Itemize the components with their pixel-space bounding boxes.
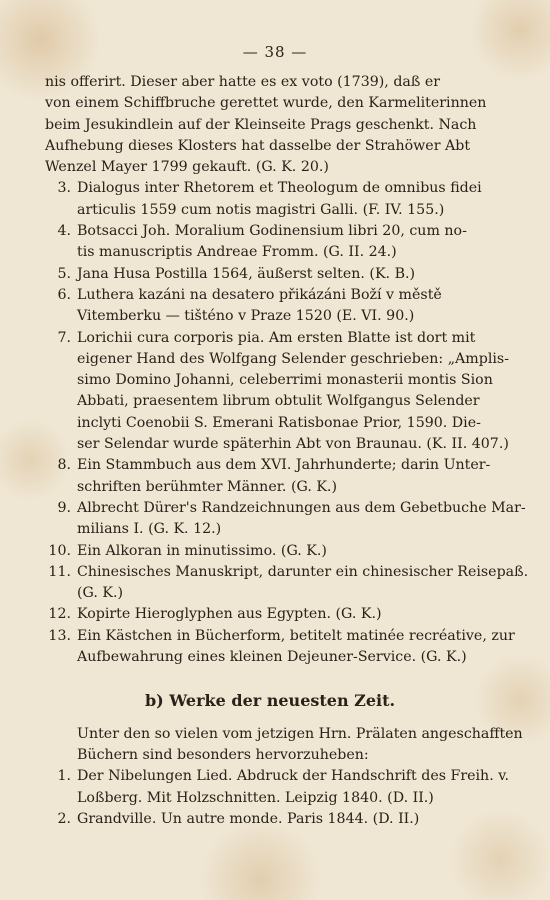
item-text-line: Abbati, praesentem librum obtulit Wolfgangus Selender [77,393,480,410]
text-line: Aufhebung dieses Klosters hat dasselbe der Strahöwer Abt [45,137,471,154]
item-text-line: Albrecht Dürer's Randzeichnungen aus dem Gebetbuche Mar- [77,499,526,516]
item-text-line: (G. K.) [77,585,124,602]
catalog-list-b [45,766,510,830]
item-number: 2. [57,810,71,827]
item-text-line: Jana Husa Postilla 1564, äußerst selten. (K. B.) [77,265,416,282]
item-number: 7. [57,329,71,346]
catalog-item [45,455,491,498]
item-text-line: Ein Kästchen in Bücherform, betitelt matinée recréative, zur [77,627,515,644]
item-text-line: Loßberg. Mit Holzschnitten. Leipzig 1840. (D. II.) [77,789,434,806]
item-number: 8. [57,457,71,474]
item-number: 13. [48,627,71,644]
item-number: 10. [48,542,71,559]
text-line: beim Jesukindlein auf der Kleinseite Prags geschenkt. Nach [45,116,477,133]
text-line: Wenzel Mayer 1799 gekauft. (G. K. 20.) [45,159,329,176]
item-text-line: Grandville. Un autre monde. Paris 1844. (D. II.) [77,810,420,827]
item-text-line: Kopirte Hieroglyphen aus Egypten. (G. K.) [77,606,382,623]
item-text-line: Aufbewahrung eines kleinen Dejeuner-Service. (G. K.) [77,649,467,666]
text-line: Büchern sind besonders hervorzuheben: [77,746,369,763]
item-number: 9. [57,499,71,516]
item-number: 3. [57,180,71,197]
opening-paragraph [45,72,487,178]
item-number: 1. [57,768,71,785]
item-number: 5. [57,265,71,282]
item-text-line: eigener Hand des Wolfgang Selender geschrieben: „Amplis- [77,350,509,367]
catalog-item [45,541,475,562]
item-text-line: schriften berühmter Männer. (G. K.) [77,478,337,495]
text-line: nis offerirt. Dieser aber hatte es ex voto (1739), daß er [45,74,441,90]
item-text-line: milians I. (G. K. 12.) [77,521,222,538]
item-text-line: Luthera kazáni na desatero přikázáni Boží v městě [77,286,442,303]
catalog-item [45,809,475,830]
item-text-line: Chinesisches Manuskript, darunter ein chinesischer Reisepaß. [77,563,529,580]
item-number: 12. [48,606,71,623]
page-body [45,72,529,830]
item-number: 6. [57,286,71,303]
item-text-line: Vitemberku — tišténo v Praze 1520 (E. VI. 90.) [77,308,415,325]
item-text-line: tis manuscriptis Andreae Fromm. (G. II. 24.) [77,244,397,261]
catalog-item [45,626,515,669]
item-text-line: ser Selendar wurde späterhin Abt von Braunau. (K. II. 407.) [77,436,509,453]
catalog-list-a [45,178,529,668]
catalog-item [45,562,529,605]
page-number: — 38 — [242,43,308,61]
catalog-item [45,221,475,264]
catalog-item [45,328,509,456]
item-text-line: Lorichii cura corporis pia. Am ersten Blatte ist dort mit [77,329,476,346]
item-text-line: inclyti Coenobii S. Emerani Ratisbonae Prior, 1590. Die- [77,414,481,431]
item-text-line: Der Nibelungen Lied. Abdruck der Handschrift des Freih. v. [77,768,510,785]
section-heading: b) Werke der neuesten Zeit. [144,691,396,711]
catalog-item [45,498,526,541]
item-text-line: articulis 1559 cum notis magistri Galli. (F. IV. 155.) [77,201,445,218]
catalog-item [45,285,475,328]
item-text-line: Botsacci Joh. Moralium Godinensium libri 20, cum no- [77,223,467,240]
catalog-item [45,178,482,221]
item-text-line: Ein Stammbuch aus dem XVI. Jahrhunderte; darin Unter- [77,457,491,474]
catalog-item [45,264,475,285]
catalog-item [45,604,475,625]
item-number: 11. [48,563,71,580]
item-number: 4. [57,223,71,240]
text-line: von einem Schiffbruche gerettet wurde, den Karmeliterinnen [45,95,487,112]
section-intro [45,724,523,767]
item-text-line: Ein Alkoran in minutissimo. (G. K.) [77,542,327,559]
item-text-line: simo Domino Johanni, celeberrimi monasterii montis Sion [77,372,493,389]
catalog-item [45,766,510,809]
text-line: Unter den so vielen vom jetzigen Hrn. Prälaten angeschafften [77,725,523,742]
item-text-line: Dialogus inter Rhetorem et Theologum de omnibus fidei [77,180,482,197]
